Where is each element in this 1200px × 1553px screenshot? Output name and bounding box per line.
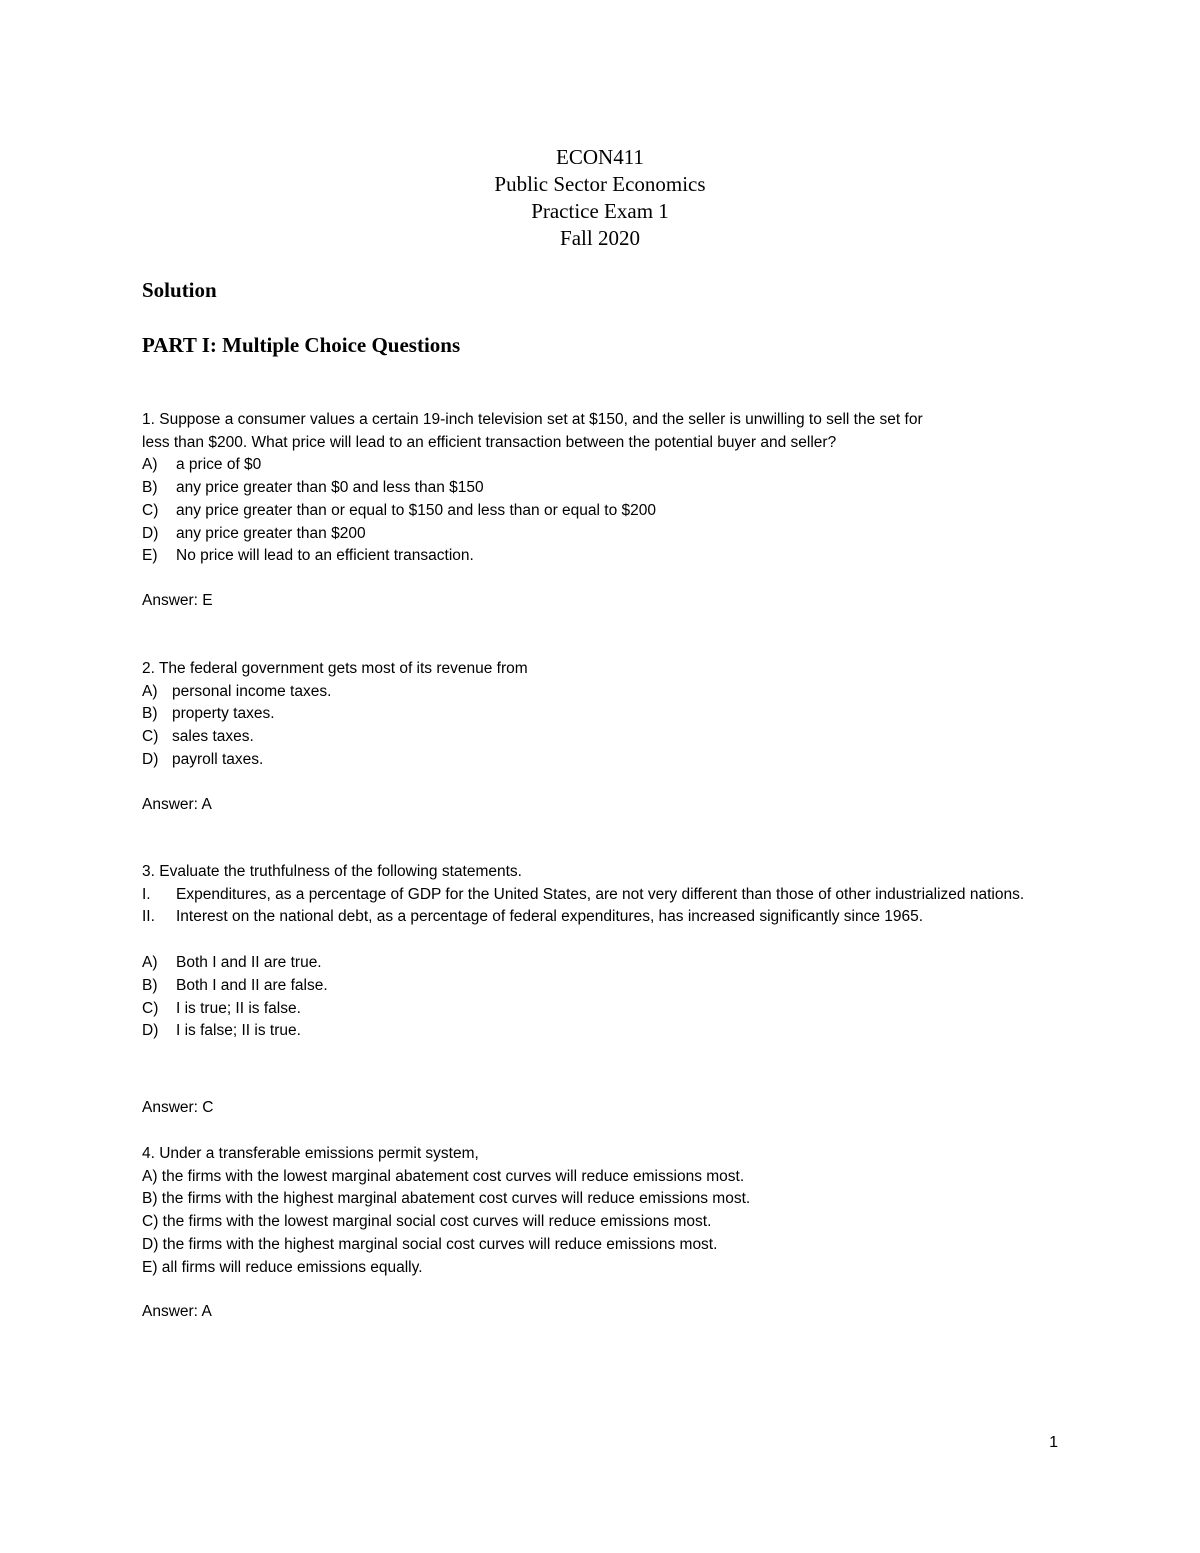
question-2-option-a — [142, 681, 1072, 704]
question-2-answer: Answer: A — [142, 796, 212, 813]
question-4-option-a: A) the firms with the lowest marginal abatement cost curves will reduce emissions most. — [142, 1167, 745, 1185]
option-label: A) — [142, 954, 158, 972]
question-1-option-d — [142, 523, 1072, 546]
question-2-option-d — [142, 749, 1072, 772]
question-3 — [142, 861, 1072, 1043]
option-label: B) — [142, 479, 158, 497]
option-label: B) — [142, 976, 158, 994]
question-4-answer: Answer: A — [142, 1303, 212, 1320]
page-number: 1 — [1049, 1434, 1058, 1451]
option-label: C) — [142, 728, 159, 746]
statement-text: Expenditures, as a percentage of GDP for the United States, are not very different than those of other industrialized nations. — [176, 885, 1025, 903]
question-1-option-e — [142, 545, 1072, 568]
option-text: any price greater than $0 and less than $150 — [176, 479, 484, 497]
option-label: C) — [142, 999, 159, 1017]
course-title: Public Sector Economics — [494, 172, 706, 196]
question-1-stem-line-1: 1. Suppose a consumer values a certain 19-inch television set at $150, and the seller is unwilling to sell the set for — [142, 411, 923, 428]
statement-text: Interest on the national debt, as a percentage of federal expenditures, has increased significantly since 1965. — [176, 908, 924, 926]
question-3-answer: Answer: C — [142, 1099, 214, 1116]
question-4 — [142, 1143, 1072, 1279]
option-text: Both I and II are false. — [176, 976, 328, 994]
option-label: C) — [142, 501, 159, 519]
option-label: D) — [142, 1022, 159, 1040]
question-4-option-c: C) the firms with the lowest marginal social cost curves will reduce emissions most. — [142, 1213, 712, 1231]
option-text: I is false; II is true. — [176, 1022, 301, 1040]
question-3-option-c — [142, 998, 1072, 1021]
question-2-option-c — [142, 726, 1072, 749]
question-1-option-a — [142, 454, 1072, 477]
statement-label: II. — [142, 908, 155, 926]
question-3-statement-i — [142, 884, 1072, 907]
question-1-option-c — [142, 500, 1072, 523]
question-3-stem: 3. Evaluate the truthfulness of the following statements. — [142, 863, 522, 880]
question-3-statement-ii — [142, 906, 1072, 929]
question-1-option-b — [142, 477, 1072, 500]
question-3-option-d — [142, 1020, 1072, 1043]
question-4-option-b: B) the firms with the highest marginal abatement cost curves will reduce emissions most. — [142, 1190, 751, 1208]
option-text: sales taxes. — [172, 728, 254, 746]
option-text: personal income taxes. — [172, 682, 332, 700]
question-3-option-b — [142, 975, 1072, 998]
option-text: property taxes. — [172, 705, 275, 723]
option-text: any price greater than or equal to $150 and less than or equal to $200 — [176, 501, 656, 519]
question-2-option-b — [142, 703, 1072, 726]
part1-heading: PART I: Multiple Choice Questions — [142, 333, 461, 357]
question-4-option-e: E) all firms will reduce emissions equally. — [142, 1258, 423, 1276]
course-code: ECON411 — [556, 145, 644, 169]
option-label: E) — [142, 547, 158, 565]
option-text: any price greater than $200 — [176, 524, 366, 542]
question-2 — [142, 658, 1072, 772]
option-text: I is true; II is false. — [176, 999, 301, 1017]
option-text: a price of $0 — [176, 456, 262, 474]
question-1-answer: Answer: E — [142, 592, 213, 609]
question-4-option-d: D) the firms with the highest marginal social cost curves will reduce emissions most. — [142, 1235, 718, 1253]
question-1-stem-line-2: less than $200. What price will lead to an efficient transaction between the potential buyer and seller? — [142, 433, 837, 451]
title-block — [0, 144, 1200, 252]
exam-title: Practice Exam 1 — [531, 199, 669, 223]
question-3-option-a — [142, 952, 1072, 975]
option-label: A) — [142, 682, 158, 700]
question-4-stem: 4. Under a transferable emissions permit system, — [142, 1145, 479, 1162]
option-label: B) — [142, 705, 158, 723]
solution-heading: Solution — [142, 278, 217, 302]
exam-term: Fall 2020 — [560, 226, 640, 250]
option-label: D) — [142, 524, 159, 542]
option-label: A) — [142, 456, 158, 474]
option-text: No price will lead to an efficient transaction. — [176, 547, 474, 565]
option-text: payroll taxes. — [172, 750, 264, 768]
question-2-stem: 2. The federal government gets most of its revenue from — [142, 660, 528, 677]
option-text: Both I and II are true. — [176, 954, 322, 972]
option-label: D) — [142, 750, 159, 768]
question-1 — [142, 409, 1072, 568]
statement-label: I. — [142, 885, 151, 903]
